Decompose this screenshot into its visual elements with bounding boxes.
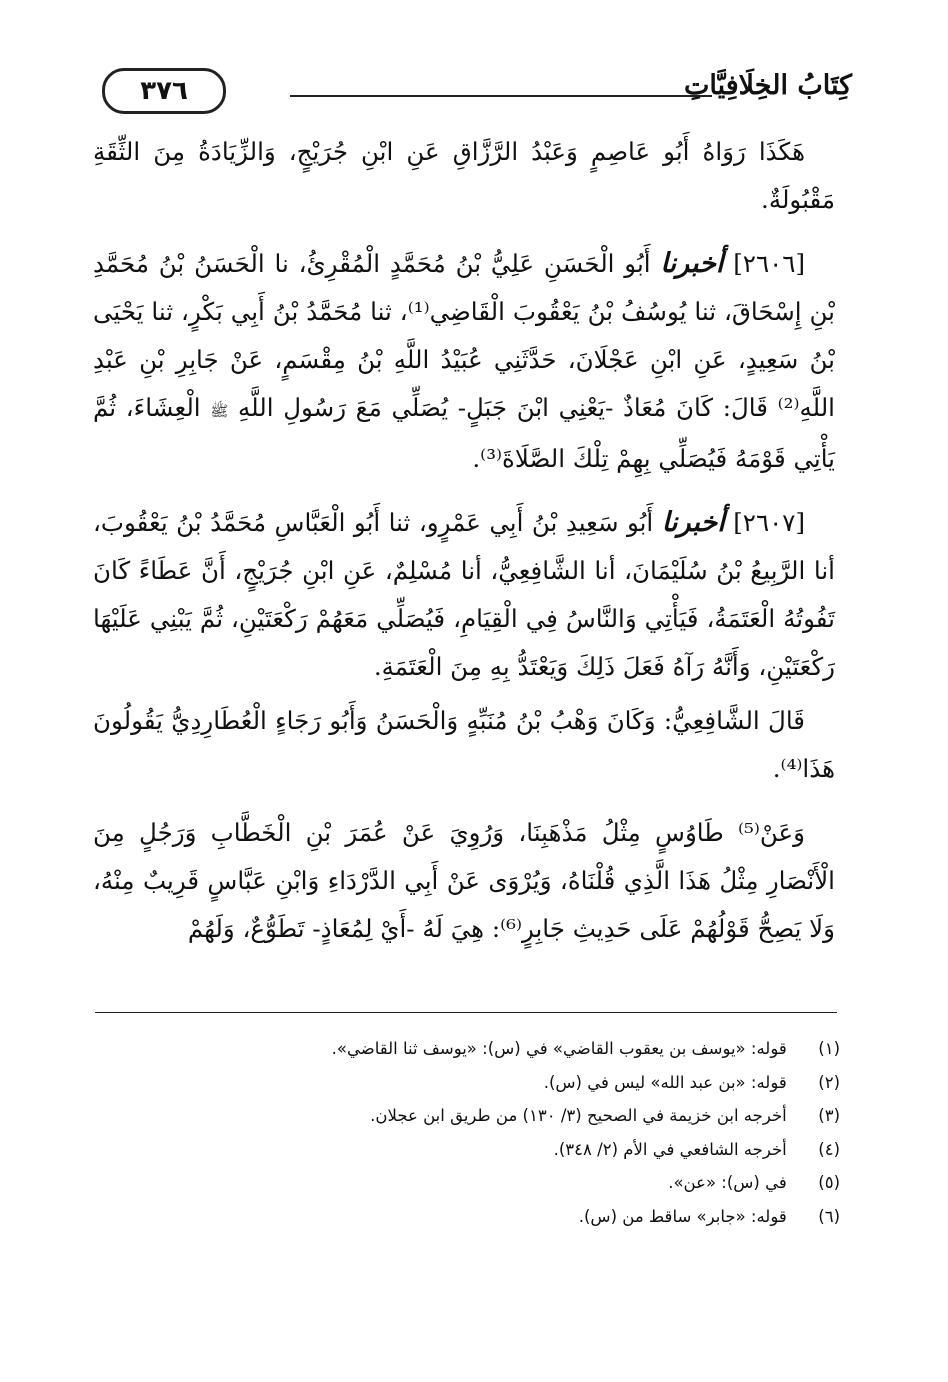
footnote-number: (٢) — [818, 1072, 840, 1092]
footnote-item — [240, 1032, 840, 1066]
footnote-text: قوله: «بن عبد الله» ليس في (س). — [543, 1072, 787, 1092]
footnote-text: قوله: «جابر» ساقط من (س). — [578, 1206, 787, 1226]
footnote-item — [240, 1200, 840, 1234]
footnote-item — [240, 1099, 840, 1133]
paragraph-shafii: قَالَ الشَّافِعِيُّ: وَكَانَ وَهْبُ بْنُ مُنَبِّهٍ وَالْحَسَنُ وَأَبُو رَجَاءٍ الْعُطَارِدِيُّ يَقُولُونَ هَذَا⁽⁴⁾. — [93, 706, 835, 783]
header-rule — [290, 95, 712, 97]
footnote-number: (٥) — [818, 1173, 840, 1192]
footnote-number: (١) — [818, 1039, 840, 1058]
footnote-text: أخرجه الشافعي في الأم (٢/ ٣٤٨). — [553, 1139, 787, 1159]
salawat-glyph: ﷺ — [210, 402, 229, 420]
footnotes — [240, 1032, 840, 1233]
footnote-item — [240, 1133, 840, 1167]
footnote-item — [240, 1166, 840, 1200]
footnote-text: أخرجه ابن خزيمة في الصحيح (٣/ ١٣٠) من طريق ابن عجلان. — [370, 1106, 787, 1125]
footnote-item — [240, 1066, 840, 1100]
hadith-lead-word: أخبرنا — [661, 507, 725, 538]
footnote-text: في (س): «عن». — [668, 1173, 787, 1192]
hadith-number: [٢٦٠٦] — [733, 249, 805, 278]
paragraph-last: وَعَنْ⁽⁵⁾ طَاوُسٍ مِثْلُ مَذْهَبِنَا، وَرُوِيَ عَنْ عُمَرَ بْنِ الْخَطَّابِ وَرَجُلٍ مِنَ الْأَنْصَارِ مِثْلُ هَذَا الَّذِي قُلْنَاهُ، وَيُرْوَى عَنْ أَبِي الدَّرْدَاءِ وَابْنِ عَبَّاسٍ قَرِيبٌ مِنْهُ، وَلَا يَصِحُّ قَوْلُهُمْ عَلَى حَدِيثِ جَابِرٍ⁽⁶⁾: هِيَ لَهُ -أَيْ لِمُعَاذٍ- تَطَوُّعٌ، وَلَهُمْ — [93, 818, 835, 943]
hadith-text: أَبُو الْحَسَنِ عَلِيُّ بْنُ مُحَمَّدٍ الْمُقْرِئُ، نا الْحَسَنُ بْنُ مُحَمَّدِ بْنِ إِسْحَاقَ، ثنا يُوسُفُ بْنُ يَعْقُوبَ الْقَاضِي⁽¹⁾، ثنا مُحَمَّدُ بْنُ أَبِي بَكْرٍ، ثنا يَحْيَى بْنُ سَعِيدٍ، عَنِ ابْنِ عَجْلَانَ، حَدَّثَنِي عُبَيْدُ اللَّهِ بْنُ مِقْسَمٍ، عَنْ جَابِرِ بْنِ عَبْدِ اللَّهِ⁽²⁾ قَالَ: كَانَ مُعَاذٌ -يَعْنِي ابْنَ جَبَلٍ- يُصَلِّي مَعَ رَسُولِ اللَّهِ — [93, 249, 835, 422]
paragraph-1: هَكَذَا رَوَاهُ أَبُو عَاصِمٍ وَعَبْدُ الرَّزَّاقِ عَنِ ابْنِ جُرَيْجٍ، وَالزِّيَادَةُ مِنَ الثِّقَةِ مَقْبُولَةٌ. — [93, 137, 835, 214]
hadith-number: [٢٦٠٧] — [733, 508, 805, 537]
footnote-number: (٤) — [818, 1139, 840, 1159]
book-title: كِتَابُ الخِلَافِيَّاتِ — [683, 70, 852, 101]
hadith-2607 — [93, 499, 835, 691]
hadith-text: أَبُو سَعِيدِ بْنُ أَبِي عَمْرٍو، ثنا أَبُو الْعَبَّاسِ مُحَمَّدُ بْنُ يَعْقُوبَ، أنا الرَّبِيعُ بْنُ سُلَيْمَانَ، أنا الشَّافِعِيُّ، أنا مُسْلِمٌ، عَنِ ابْنِ جُرَيْجٍ، أَنَّ عَطَاءً كَانَ تَفُوتُهُ الْعَتَمَةُ، فَيَأْتِي وَالنَّاسُ فِي الْقِيَامِ، فَيُصَلِّي مَعَهُمْ رَكْعَتَيْنِ، ثُمَّ يَبْنِي عَلَيْهَا رَكْعَتَيْنِ، وَأَنَّهُ رَآهُ فَعَلَ ذَلِكَ وَيَعْتَدُّ بِهِ مِنَ الْعَتَمَةِ. — [93, 508, 835, 681]
body-text — [93, 128, 835, 953]
page-header — [92, 62, 852, 118]
hadith-2606 — [93, 240, 835, 483]
hadith-lead-word: أخبرنا — [660, 248, 724, 279]
hadith-text-tail: الْعِشَاءَ، ثُمَّ يَأْتِي قَوْمَهُ فَيُصَلِّي بِهِمْ تِلْكَ الصَّلَاةَ⁽³⁾. — [93, 393, 835, 473]
footnote-divider — [95, 1012, 837, 1013]
footnote-number: (٣) — [818, 1106, 840, 1125]
footnote-text: قوله: «يوسف بن يعقوب القاضي» في (س): «يوسف ثنا القاضي». — [331, 1039, 787, 1058]
page-number: ٣٧٦ — [102, 68, 226, 114]
footnote-number: (٦) — [818, 1206, 840, 1226]
